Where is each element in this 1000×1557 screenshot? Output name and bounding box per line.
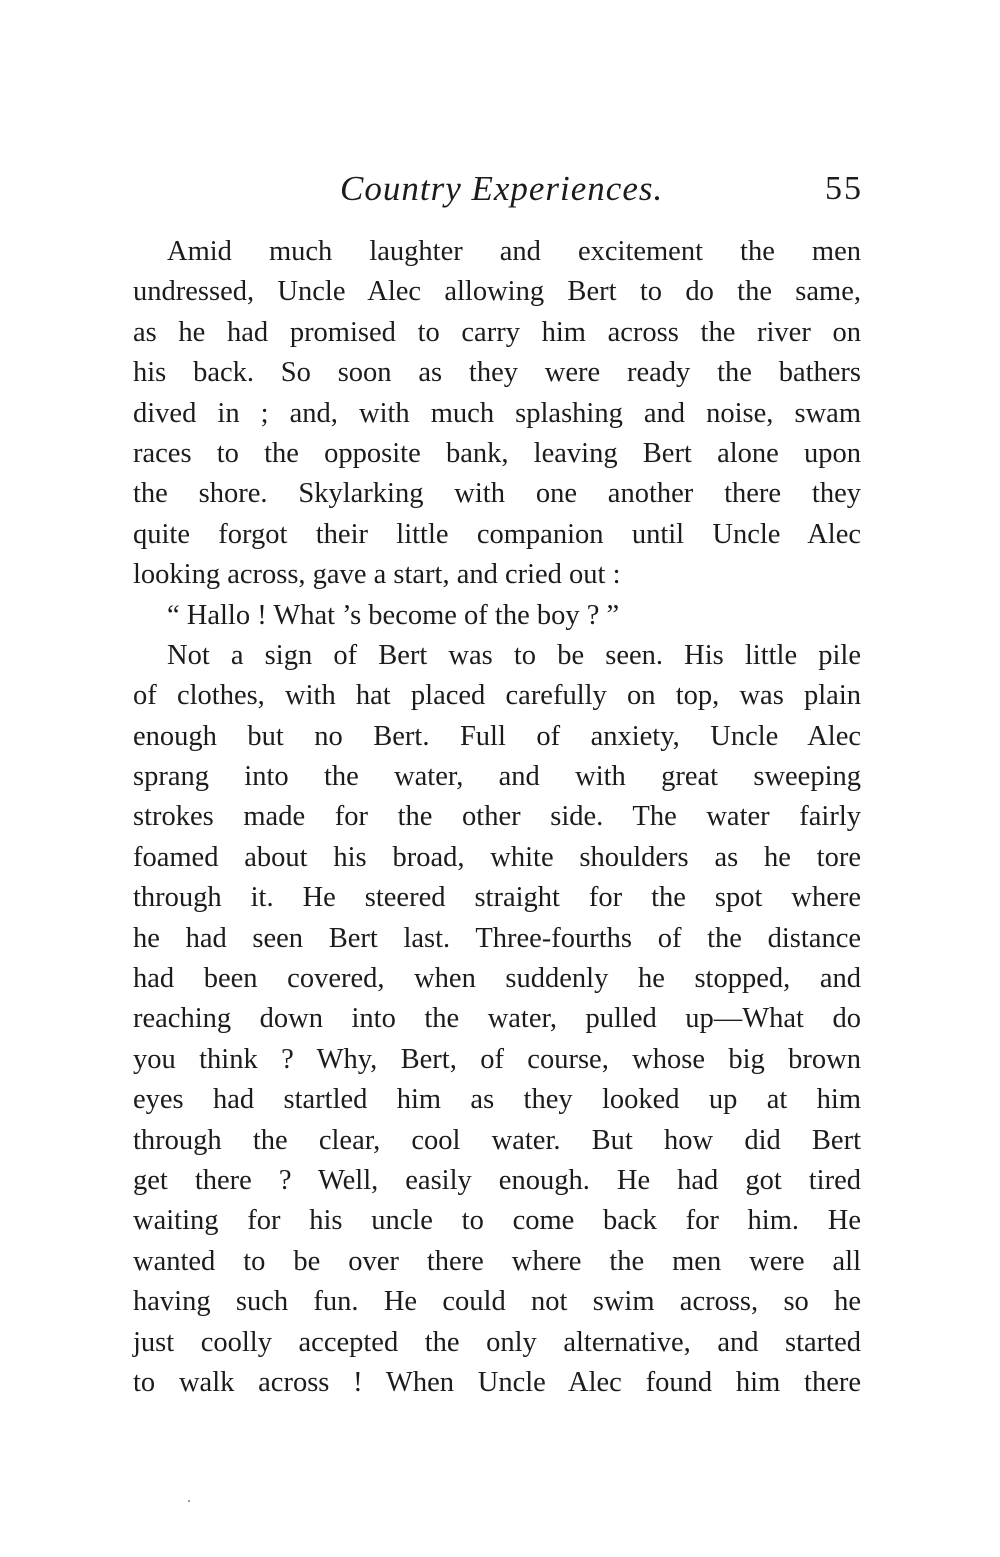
text-line: as he had promised to carry him across the river on	[133, 316, 861, 348]
text-line: dived in ; and, with much splashing and noise, swam	[133, 397, 861, 429]
text-line: he had seen Bert last. Three-fourths of the distance	[133, 922, 861, 954]
text-line: strokes made for the other side. The water fairly	[133, 801, 861, 833]
text-line: enough but no Bert. Full of anxiety, Uncle Alec	[133, 720, 861, 752]
text-line: quite forgot their little companion until Uncle Alec	[133, 518, 861, 550]
scan-speck	[188, 1500, 190, 1502]
text-line: sprang into the water, and with great sweeping	[133, 761, 861, 793]
text-line: undressed, Uncle Alec allowing Bert to do the same,	[133, 276, 861, 308]
text-line: Amid much laughter and excitement the men	[167, 236, 861, 267]
text-line: had been covered, when suddenly he stopped, and	[133, 963, 861, 995]
text-line: having such fun. He could not swim across, so he	[133, 1286, 861, 1318]
running-title: Country Experiences.	[340, 169, 664, 208]
body-text	[133, 232, 861, 1403]
text-line: of clothes, with hat placed carefully on top, was plain	[133, 680, 861, 712]
text-line: “ Hallo ! What ’s become of the boy ? ”	[167, 599, 620, 631]
text-line: waiting for his uncle to come back for him. He	[133, 1205, 861, 1237]
text-line: reaching down into the water, pulled up—What do	[133, 1003, 861, 1035]
text-line: through the clear, cool water. But how did Bert	[133, 1124, 861, 1156]
text-line: the shore. Skylarking with one another there they	[133, 478, 861, 510]
text-line: Not a sign of Bert was to be seen. His little pile	[167, 639, 861, 671]
page-number: 55	[825, 170, 863, 207]
text-line: to walk across ! When Uncle Alec found him there	[133, 1366, 861, 1398]
text-line: just coolly accepted the only alternative, and started	[133, 1326, 861, 1358]
text-line: wanted to be over there where the men were all	[133, 1245, 861, 1277]
text-line: through it. He steered straight for the spot where	[133, 882, 861, 914]
text-line: races to the opposite bank, leaving Bert alone upon	[133, 437, 861, 469]
text-line: you think ? Why, Bert, of course, whose big brown	[133, 1043, 861, 1075]
text-line: looking across, gave a start, and cried out :	[133, 559, 621, 591]
text-line: his back. So soon as they were ready the bathers	[133, 357, 861, 389]
text-line: get there ? Well, easily enough. He had got tired	[133, 1164, 861, 1196]
text-line: foamed about his broad, white shoulders as he tore	[133, 841, 861, 873]
text-line: eyes had startled him as they looked up at him	[133, 1084, 861, 1116]
running-head	[135, 164, 863, 214]
